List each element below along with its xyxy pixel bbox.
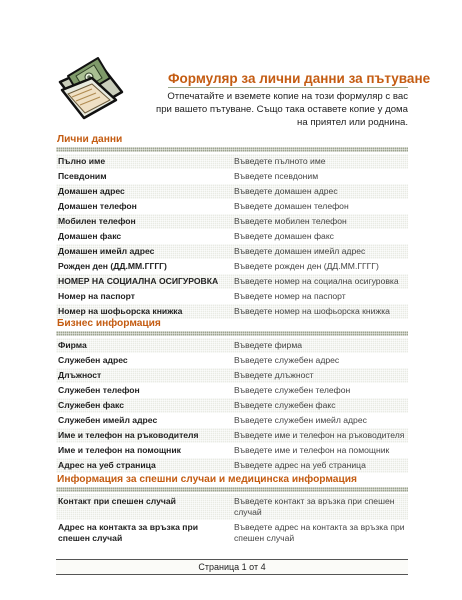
section-title: Бизнес информация: [57, 318, 161, 329]
page-title: Формуляр за лични данни за пътуване: [168, 71, 431, 86]
field-label: Служебен факс: [58, 400, 125, 410]
field-value[interactable]: Въведете номер на шофьорска книжка: [234, 306, 390, 316]
field-value[interactable]: Въведете рожден ден (ДД.ММ.ГГГГ): [234, 261, 379, 271]
title-divider: [168, 87, 408, 88]
field-label: Пълно име: [58, 156, 106, 166]
field-value[interactable]: Въведете адрес на контакта за връзка при спешен случай: [234, 522, 405, 543]
field-label: Служебен имейл адрес: [58, 415, 158, 425]
section-title: Информация за спешни случаи и медицинска информация: [57, 474, 357, 485]
section-emergency-info: [56, 473, 408, 546]
section-divider: [56, 487, 408, 492]
form-row: [56, 244, 408, 259]
page-footer: Страница 1 от 4: [56, 559, 408, 575]
form-row: [56, 169, 408, 184]
intro-text: Отпечатайте и вземете копие на този формуляр с вас при вашето пътуване. Също така оставете копие у дома на приятел или роднина.: [156, 91, 408, 128]
section-title: Лични данни: [57, 134, 123, 145]
field-value[interactable]: Въведете мобилен телефон: [234, 216, 347, 226]
form-row: [56, 520, 408, 546]
field-label: Адрес на уеб страница: [58, 460, 156, 470]
field-value[interactable]: Въведете псевдоним: [234, 171, 319, 181]
form-row: [56, 229, 408, 244]
section-divider: [56, 147, 408, 152]
field-label: Домашен адрес: [58, 186, 125, 196]
field-value[interactable]: Въведете номер на паспорт: [234, 291, 346, 301]
form-row: [56, 199, 408, 214]
field-label: Име и телефон на ръководителя: [58, 430, 199, 440]
section-personal-data: [56, 133, 408, 319]
form-row: [56, 274, 408, 289]
form-row: [56, 184, 408, 199]
field-label: Домашен факс: [58, 231, 122, 241]
form-row: [56, 259, 408, 274]
field-label: Длъжност: [58, 370, 102, 380]
field-label: Фирма: [58, 340, 87, 350]
field-label: Домашен телефон: [58, 201, 137, 211]
field-label: Домашен имейл адрес: [58, 246, 155, 256]
field-value[interactable]: Въведете име и телефон на ръководителя: [234, 430, 405, 440]
form-row: [56, 154, 408, 169]
field-value[interactable]: Въведете пълното име: [234, 156, 326, 166]
field-label: Контакт при спешен случай: [58, 496, 176, 506]
form-row: [56, 368, 408, 383]
field-value[interactable]: Въведете длъжност: [234, 370, 314, 380]
field-label: Рожден ден (ДД.ММ.ГГГГ): [58, 261, 167, 271]
form-row: [56, 443, 408, 458]
field-value[interactable]: Въведете служебен адрес: [234, 355, 340, 365]
form-row: [56, 398, 408, 413]
field-value[interactable]: Въведете домашен факс: [234, 231, 334, 241]
field-label: Номер на шофьорска книжка: [58, 306, 183, 316]
field-value[interactable]: Въведете домашен адрес: [234, 186, 338, 196]
form-row: [56, 383, 408, 398]
field-label: НОМЕР НА СОЦИАЛНА ОСИГУРОВКА: [58, 276, 219, 286]
form-row: [56, 458, 408, 473]
field-label: Служебен телефон: [58, 385, 140, 395]
field-label: Номер на паспорт: [58, 291, 136, 301]
field-value[interactable]: Въведете фирма: [234, 340, 303, 350]
field-label: Адрес на контакта за връзка при спешен случай: [58, 522, 198, 543]
section-divider: [56, 331, 408, 336]
field-value[interactable]: Въведете служебен телефон: [234, 385, 351, 395]
field-value[interactable]: Въведете служебен имейл адрес: [234, 415, 367, 425]
money-wallet-icon: [54, 52, 126, 124]
field-value[interactable]: Въведете домашен телефон: [234, 201, 349, 211]
field-value[interactable]: Въведете служебен факс: [234, 400, 336, 410]
field-value[interactable]: Въведете адрес на уеб страница: [234, 460, 366, 470]
field-value[interactable]: Въведете контакт за връзка при спешен случай: [234, 496, 395, 517]
form-row: [56, 413, 408, 428]
field-value[interactable]: Въведете домашен имейл адрес: [234, 246, 366, 256]
section-business-info: [56, 317, 408, 473]
field-label: Мобилен телефон: [58, 216, 136, 226]
field-value[interactable]: Въведете име и телефон на помощник: [234, 445, 390, 455]
form-row: [56, 338, 408, 353]
field-value[interactable]: Въведете номер на социална осигуровка: [234, 276, 399, 286]
form-row: [56, 289, 408, 304]
form-row: [56, 214, 408, 229]
field-label: Име и телефон на помощник: [58, 445, 181, 455]
form-row: [56, 428, 408, 443]
field-label: Служебен адрес: [58, 355, 128, 365]
field-label: Псевдоним: [58, 171, 107, 181]
form-row: [56, 494, 408, 520]
form-row: [56, 353, 408, 368]
